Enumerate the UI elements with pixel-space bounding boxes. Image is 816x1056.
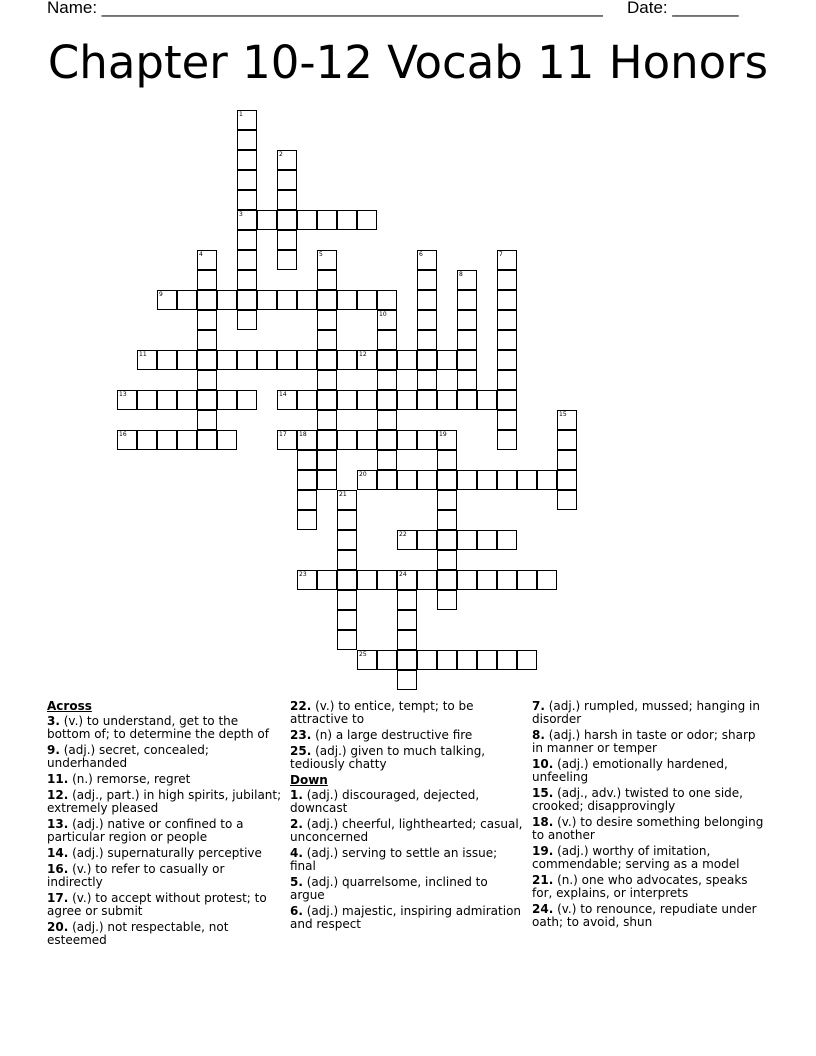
crossword-cell[interactable] — [337, 610, 357, 630]
crossword-cell[interactable] — [317, 290, 337, 310]
crossword-cell[interactable] — [477, 570, 497, 590]
crossword-cell[interactable] — [477, 650, 497, 670]
crossword-cell[interactable] — [457, 650, 477, 670]
crossword-cell[interactable] — [257, 210, 277, 230]
crossword-cell[interactable] — [377, 330, 397, 350]
crossword-cell[interactable] — [297, 490, 317, 510]
crossword-cell[interactable] — [557, 430, 577, 450]
crossword-cell[interactable] — [497, 430, 517, 450]
crossword-cell[interactable] — [457, 470, 477, 490]
clue-item-number: 12. — [47, 788, 69, 802]
crossword-cell[interactable] — [397, 610, 417, 630]
crossword-cell[interactable] — [197, 250, 217, 270]
page-title: Chapter 10-12 Vocab 11 Honors — [47, 36, 769, 89]
crossword-cell[interactable] — [477, 390, 497, 410]
crossword-cell[interactable] — [197, 370, 217, 390]
clue-number: 12 — [359, 351, 367, 358]
clue-item — [290, 847, 525, 873]
crossword-cell[interactable] — [277, 170, 297, 190]
crossword-cell[interactable] — [217, 390, 237, 410]
crossword-cell[interactable] — [377, 570, 397, 590]
crossword-cell[interactable] — [337, 530, 357, 550]
crossword-cell[interactable] — [397, 470, 417, 490]
clue-item-number: 13. — [47, 817, 69, 831]
clue-number: 1 — [239, 111, 243, 118]
crossword-cell[interactable] — [237, 250, 257, 270]
crossword-cell[interactable] — [297, 290, 317, 310]
crossword-cell[interactable] — [197, 270, 217, 290]
crossword-cell[interactable] — [517, 650, 537, 670]
crossword-cell[interactable] — [357, 570, 377, 590]
clue-item-number: 17. — [47, 891, 69, 905]
crossword-cell[interactable] — [417, 570, 437, 590]
clue-item-text: (adj.) majestic, inspiring admiration and respect — [290, 904, 522, 931]
clue-item-number: 4. — [290, 846, 303, 860]
crossword-cell[interactable] — [177, 430, 197, 450]
crossword-cell[interactable] — [237, 270, 257, 290]
crossword-cell[interactable] — [337, 590, 357, 610]
crossword-cell[interactable] — [257, 350, 277, 370]
crossword-cell[interactable] — [317, 450, 337, 470]
crossword-cell[interactable] — [457, 270, 477, 290]
clue-number: 9 — [159, 291, 163, 298]
crossword-cell[interactable] — [337, 490, 357, 510]
clue-item-number: 11. — [47, 772, 69, 786]
crossword-cell[interactable] — [377, 450, 397, 470]
clue-item-text: (n.) remorse, regret — [68, 772, 191, 786]
crossword-cell[interactable] — [237, 390, 257, 410]
crossword-cell[interactable] — [557, 410, 577, 430]
crossword-cell[interactable] — [457, 530, 477, 550]
crossword-cell[interactable] — [277, 390, 297, 410]
crossword-cell[interactable] — [197, 330, 217, 350]
clue-item-number: 5. — [290, 875, 303, 889]
clue-item-text: (adj.) worthy of imitation, commendable; serving as a model — [532, 844, 740, 871]
crossword-cell[interactable] — [277, 190, 297, 210]
clue-number: 16 — [119, 431, 127, 438]
crossword-cell[interactable] — [137, 430, 157, 450]
clue-item-number: 19. — [532, 844, 554, 858]
crossword-cell[interactable] — [177, 350, 197, 370]
crossword-cell[interactable] — [417, 290, 437, 310]
crossword-cell[interactable] — [217, 290, 237, 310]
clue-item-text: (adj., part.) in high spirits, jubilant; extremely pleased — [47, 788, 282, 815]
clue-number: 11 — [139, 351, 147, 358]
clue-item — [532, 903, 767, 929]
crossword-cell[interactable] — [177, 390, 197, 410]
crossword-cell[interactable] — [297, 510, 317, 530]
clue-item — [47, 773, 282, 786]
clue-item-text: (adj.) native or confined to a particular region or people — [47, 817, 244, 844]
crossword-cell[interactable] — [517, 570, 537, 590]
crossword-cell[interactable] — [297, 210, 317, 230]
clue-column-1 — [47, 700, 282, 950]
crossword-cell[interactable] — [357, 470, 377, 490]
crossword-cell[interactable] — [417, 270, 437, 290]
clue-item — [47, 847, 282, 860]
crossword-cell[interactable] — [457, 370, 477, 390]
crossword-cell[interactable] — [437, 390, 457, 410]
down-heading: Down — [290, 773, 328, 787]
clue-item — [47, 789, 282, 815]
clue-item — [532, 700, 767, 726]
clue-item-number: 6. — [290, 904, 303, 918]
crossword-cell[interactable] — [277, 230, 297, 250]
crossword-cell[interactable] — [277, 430, 297, 450]
crossword-cell[interactable] — [217, 350, 237, 370]
clue-column-2 — [290, 700, 525, 934]
clue-item-number: 22. — [290, 699, 312, 713]
clue-item-text: (adj.) emotionally hardened, unfeeling — [532, 757, 728, 784]
crossword-cell[interactable] — [417, 330, 437, 350]
crossword-cell[interactable] — [317, 430, 337, 450]
crossword-cell[interactable] — [437, 550, 457, 570]
crossword-cell[interactable] — [497, 330, 517, 350]
crossword-cell[interactable] — [457, 290, 477, 310]
crossword-cell[interactable] — [317, 410, 337, 430]
crossword-cell[interactable] — [557, 450, 577, 470]
name-field-label[interactable]: Name: _____________________________________________________ — [47, 0, 603, 17]
crossword-cell[interactable] — [537, 470, 557, 490]
crossword-cell[interactable] — [497, 270, 517, 290]
crossword-cell[interactable] — [437, 450, 457, 470]
crossword-cell[interactable] — [357, 350, 377, 370]
clue-item — [290, 729, 525, 742]
crossword-cell[interactable] — [417, 530, 437, 550]
clue-item-text: (v.) to accept without protest; to agree or submit — [47, 891, 267, 918]
crossword-cell[interactable] — [237, 230, 257, 250]
clue-number: 18 — [299, 431, 307, 438]
crossword-cell[interactable] — [377, 390, 397, 410]
clue-number: 24 — [399, 571, 407, 578]
crossword-cell[interactable] — [437, 350, 457, 370]
clue-item-text: (adj.) harsh in taste or odor; sharp in manner or temper — [532, 728, 756, 755]
clue-item — [47, 818, 282, 844]
crossword-cell[interactable] — [357, 430, 377, 450]
crossword-cell[interactable] — [357, 390, 377, 410]
crossword-cell[interactable] — [137, 390, 157, 410]
crossword-cell[interactable] — [197, 350, 217, 370]
clue-item — [290, 876, 525, 902]
crossword-cell[interactable] — [437, 570, 457, 590]
clue-item — [290, 700, 525, 726]
crossword-cell[interactable] — [197, 310, 217, 330]
crossword-cell[interactable] — [317, 330, 337, 350]
crossword-cell[interactable] — [237, 170, 257, 190]
clue-item — [532, 845, 767, 871]
crossword-cell[interactable] — [277, 150, 297, 170]
clue-item — [532, 874, 767, 900]
crossword-cell[interactable] — [437, 590, 457, 610]
clue-item-number: 15. — [532, 786, 554, 800]
crossword-cell[interactable] — [437, 470, 457, 490]
crossword-cell[interactable] — [317, 350, 337, 370]
crossword-cell[interactable] — [277, 210, 297, 230]
crossword-cell[interactable] — [497, 350, 517, 370]
clue-item — [532, 787, 767, 813]
crossword-cell[interactable] — [557, 470, 577, 490]
clue-item-number: 14. — [47, 846, 69, 860]
clue-item-number: 25. — [290, 744, 312, 758]
crossword-cell[interactable] — [337, 290, 357, 310]
crossword-cell[interactable] — [317, 210, 337, 230]
crossword-cell[interactable] — [297, 570, 317, 590]
crossword-cell[interactable] — [437, 530, 457, 550]
crossword-cell[interactable] — [237, 190, 257, 210]
crossword-cell[interactable] — [397, 570, 417, 590]
clue-number: 17 — [279, 431, 287, 438]
crossword-cell[interactable] — [237, 110, 257, 130]
crossword-cell[interactable] — [137, 350, 157, 370]
crossword-cell[interactable] — [277, 350, 297, 370]
crossword-cell[interactable] — [417, 390, 437, 410]
crossword-cell[interactable] — [497, 310, 517, 330]
clue-item-text: (v.) to renounce, repudiate under oath; to avoid, shun — [532, 902, 757, 929]
crossword-cell[interactable] — [457, 330, 477, 350]
crossword-cell[interactable] — [337, 550, 357, 570]
clue-number: 13 — [119, 391, 127, 398]
crossword-cell[interactable] — [397, 390, 417, 410]
crossword-cell[interactable] — [437, 490, 457, 510]
crossword-cell[interactable] — [177, 290, 197, 310]
crossword-cell[interactable] — [377, 410, 397, 430]
clue-item — [532, 758, 767, 784]
crossword-cell[interactable] — [397, 350, 417, 370]
crossword-cell[interactable] — [297, 350, 317, 370]
crossword-cell[interactable] — [497, 390, 517, 410]
crossword-cell[interactable] — [337, 210, 357, 230]
crossword-cell[interactable] — [337, 630, 357, 650]
crossword-cell[interactable] — [357, 290, 377, 310]
crossword-cell[interactable] — [237, 150, 257, 170]
clue-number: 3 — [239, 211, 243, 218]
clue-item-number: 21. — [532, 873, 554, 887]
crossword-cell[interactable] — [297, 430, 317, 450]
clue-item-number: 23. — [290, 728, 312, 742]
crossword-cell[interactable] — [457, 570, 477, 590]
crossword-cell[interactable] — [497, 470, 517, 490]
clue-number: 25 — [359, 651, 367, 658]
clue-item-number: 7. — [532, 699, 545, 713]
clue-number: 23 — [299, 571, 307, 578]
clue-number: 4 — [199, 251, 203, 258]
clue-item-number: 20. — [47, 920, 69, 934]
crossword-cell[interactable] — [457, 350, 477, 370]
crossword-cell[interactable] — [517, 470, 537, 490]
clue-item — [47, 715, 282, 741]
clue-item-text: (adj.) discouraged, dejected, downcast — [290, 788, 480, 815]
crossword-cell[interactable] — [157, 350, 177, 370]
crossword-cell[interactable] — [297, 450, 317, 470]
clue-item-text: (n.) one who advocates, speaks for, explains, or interprets — [532, 873, 748, 900]
clue-number: 7 — [499, 251, 503, 258]
crossword-cell[interactable] — [297, 390, 317, 410]
crossword-cell[interactable] — [157, 430, 177, 450]
crossword-cell[interactable] — [397, 590, 417, 610]
clue-item-number: 9. — [47, 743, 60, 757]
crossword-cell[interactable] — [197, 430, 217, 450]
crossword-cell[interactable] — [417, 350, 437, 370]
crossword-cell[interactable] — [377, 430, 397, 450]
crossword-cell[interactable] — [317, 250, 337, 270]
clue-item-number: 24. — [532, 902, 554, 916]
clue-item — [532, 816, 767, 842]
crossword-cell[interactable] — [377, 470, 397, 490]
clue-item — [47, 863, 282, 889]
crossword-cell[interactable] — [237, 290, 257, 310]
crossword-cell[interactable] — [397, 650, 417, 670]
clue-item — [532, 729, 767, 755]
clue-item-text: (v.) to entice, tempt; to be attractive to — [290, 699, 474, 726]
crossword-cell[interactable] — [437, 650, 457, 670]
crossword-cell[interactable] — [237, 210, 257, 230]
clue-item-number: 8. — [532, 728, 545, 742]
crossword-cell[interactable] — [497, 410, 517, 430]
crossword-cell[interactable] — [377, 290, 397, 310]
crossword-cell[interactable] — [237, 350, 257, 370]
clue-number: 8 — [459, 271, 463, 278]
clue-item-text: (v.) to refer to casually or indirectly — [47, 862, 225, 889]
crossword-cell[interactable] — [497, 370, 517, 390]
crossword-cell[interactable] — [457, 310, 477, 330]
crossword-cell[interactable] — [237, 310, 257, 330]
crossword-cell[interactable] — [397, 530, 417, 550]
clue-number: 21 — [339, 491, 347, 498]
crossword-cell[interactable] — [197, 390, 217, 410]
crossword-cell[interactable] — [497, 290, 517, 310]
crossword-cell[interactable] — [317, 390, 337, 410]
crossword-cell[interactable] — [417, 370, 437, 390]
clue-item — [290, 745, 525, 771]
crossword-cell[interactable] — [417, 650, 437, 670]
crossword-cell[interactable] — [317, 570, 337, 590]
clue-item-number: 2. — [290, 817, 303, 831]
clue-item-text: (n) a large destructive fire — [311, 728, 473, 742]
crossword-cell[interactable] — [497, 250, 517, 270]
clue-item — [290, 789, 525, 815]
crossword-cell[interactable] — [197, 290, 217, 310]
clue-column-3 — [532, 700, 767, 932]
crossword-cell[interactable] — [337, 570, 357, 590]
crossword-cell[interactable] — [317, 470, 337, 490]
crossword-cell[interactable] — [277, 250, 297, 270]
clue-item-number: 10. — [532, 757, 554, 771]
crossword-cell[interactable] — [337, 430, 357, 450]
date-field-label[interactable]: Date: _______ — [627, 0, 739, 17]
crossword-cell[interactable] — [537, 570, 557, 590]
crossword-cell[interactable] — [357, 650, 377, 670]
clue-item-number: 16. — [47, 862, 69, 876]
crossword-cell[interactable] — [557, 490, 577, 510]
crossword-cell[interactable] — [497, 530, 517, 550]
clue-item-text: (adj.) not respectable, not esteemed — [47, 920, 229, 947]
crossword-cell[interactable] — [457, 390, 477, 410]
clue-item — [47, 921, 282, 947]
crossword-cell[interactable] — [197, 410, 217, 430]
clue-item-text: (adj., adv.) twisted to one side, crooked; disapprovingly — [532, 786, 743, 813]
crossword-cell[interactable] — [337, 390, 357, 410]
crossword-cell[interactable] — [337, 510, 357, 530]
clue-item — [290, 905, 525, 931]
crossword-cell[interactable] — [337, 350, 357, 370]
clue-number: 19 — [439, 431, 447, 438]
crossword-cell[interactable] — [237, 130, 257, 150]
clue-item-text: (adj.) quarrelsome, inclined to argue — [290, 875, 488, 902]
crossword-cell[interactable] — [117, 430, 137, 450]
crossword-cell[interactable] — [497, 650, 517, 670]
clue-item-text: (v.) to desire something belonging to another — [532, 815, 764, 842]
crossword-cell[interactable] — [377, 350, 397, 370]
clue-number: 2 — [279, 151, 283, 158]
crossword-cell[interactable] — [317, 310, 337, 330]
crossword-cell[interactable] — [377, 370, 397, 390]
crossword-cell[interactable] — [217, 430, 237, 450]
crossword-cell[interactable] — [277, 290, 297, 310]
across-heading: Across — [47, 699, 92, 713]
clue-item — [47, 744, 282, 770]
clue-item-text: (v.) to understand, get to the bottom of; to determine the depth of — [47, 714, 269, 741]
crossword-cell[interactable] — [417, 430, 437, 450]
clue-number: 5 — [319, 251, 323, 258]
crossword-cell[interactable] — [157, 290, 177, 310]
clue-number: 6 — [419, 251, 423, 258]
crossword-cell[interactable] — [477, 530, 497, 550]
clue-number: 20 — [359, 471, 367, 478]
crossword-cell[interactable] — [117, 390, 137, 410]
crossword-cell[interactable] — [397, 630, 417, 650]
crossword-cell[interactable] — [297, 470, 317, 490]
crossword-cell[interactable] — [157, 390, 177, 410]
clue-number: 10 — [379, 311, 387, 318]
clue-item-text: (adj.) supernaturally perceptive — [68, 846, 262, 860]
clue-item — [47, 892, 282, 918]
crossword-cell[interactable] — [397, 430, 417, 450]
clue-item-text: (adj.) given to much talking, tediously chatty — [290, 744, 486, 771]
crossword-cell[interactable] — [477, 470, 497, 490]
clue-item-text: (adj.) rumpled, mussed; hanging in disorder — [532, 699, 760, 726]
clue-item-text: (adj.) cheerful, lighthearted; casual, unconcerned — [290, 817, 523, 844]
crossword-cell[interactable] — [437, 430, 457, 450]
crossword-cell[interactable] — [317, 270, 337, 290]
crossword-cell[interactable] — [377, 310, 397, 330]
crossword-cell[interactable] — [357, 210, 377, 230]
crossword-cell[interactable] — [257, 290, 277, 310]
clue-item-number: 18. — [532, 815, 554, 829]
crossword-cell[interactable] — [417, 470, 437, 490]
crossword-cell[interactable] — [417, 310, 437, 330]
crossword-cell[interactable] — [377, 650, 397, 670]
clue-item — [290, 818, 525, 844]
crossword-cell[interactable] — [437, 510, 457, 530]
crossword-cell[interactable] — [317, 370, 337, 390]
clue-number: 14 — [279, 391, 287, 398]
clue-number: 22 — [399, 531, 407, 538]
crossword-cell[interactable] — [497, 570, 517, 590]
clue-item-text: (adj.) secret, concealed; underhanded — [47, 743, 209, 770]
clue-item-text: (adj.) serving to settle an issue; final — [290, 846, 498, 873]
crossword-cell[interactable] — [397, 670, 417, 690]
clue-item-number: 1. — [290, 788, 303, 802]
clue-number: 15 — [559, 411, 567, 418]
crossword-cell[interactable] — [417, 250, 437, 270]
clue-item-number: 3. — [47, 714, 60, 728]
